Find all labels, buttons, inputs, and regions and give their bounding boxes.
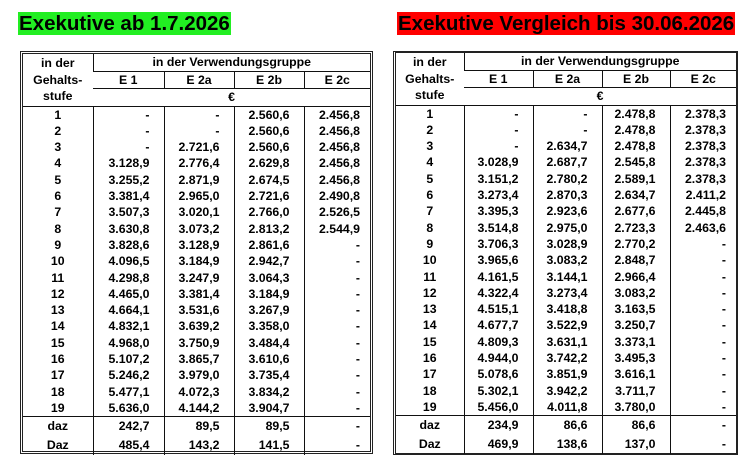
value-cell-e2b: 2.723,3 (602, 220, 670, 236)
value-cell-e2a: 3.184,9 (164, 253, 234, 269)
value-cell-e2b: 2.674,5 (234, 172, 304, 188)
value-cell-e2b: 3.250,7 (602, 317, 670, 333)
value-cell-e2b: 2.770,2 (602, 236, 670, 252)
value-cell-e1: 3.151,2 (464, 171, 533, 187)
value-cell-e2b: 2.478,8 (602, 138, 670, 154)
stufe-cell: 5 (426, 171, 434, 186)
stufe-cell: 16 (50, 352, 65, 367)
stufe-cell: 2 (54, 123, 62, 138)
table-row (396, 285, 736, 301)
allowance-cell-e2b: 86,6 (602, 416, 670, 436)
stufe-cell: 8 (54, 221, 62, 236)
allowance-cell-e1: 234,9 (464, 416, 533, 436)
right-title: Exekutive Vergleich bis 30.06.2026 (398, 12, 735, 35)
salary-table-comparison (393, 51, 738, 455)
value-cell-e2c: 2.456,8 (304, 123, 370, 139)
stufe-header-line: Gehalts- (33, 72, 83, 87)
value-cell-e2a: 3.865,7 (164, 351, 234, 367)
value-cell-e1: 3.514,8 (464, 220, 533, 236)
value-cell-e2c: 2.411,2 (670, 187, 736, 203)
allowance-row (23, 417, 370, 437)
table-row (23, 204, 370, 220)
column-header: E 2c (670, 71, 736, 88)
table-row (396, 187, 736, 203)
table-row (23, 188, 370, 204)
stufe-cell: 14 (422, 318, 437, 333)
table-row (396, 269, 736, 285)
table-row (23, 253, 370, 269)
value-cell-e1: 5.477,1 (93, 384, 164, 400)
value-cell-e2a: 3.979,0 (164, 367, 234, 383)
value-cell-e2c: - (670, 285, 736, 301)
value-cell-e2a: 3.531,6 (164, 302, 234, 318)
value-cell-e1: 3.630,8 (93, 221, 164, 237)
allowance-row (23, 436, 370, 455)
table-row (23, 351, 370, 367)
value-cell-e2c: - (670, 334, 736, 350)
group-header: in der Verwendungsgruppe (93, 54, 370, 72)
stufe-cell: 12 (422, 285, 437, 300)
salary-table-comparison-grid (396, 53, 736, 454)
value-cell-e2a: 3.750,9 (164, 335, 234, 351)
table-row (23, 302, 370, 318)
table-row (23, 139, 370, 155)
stufe-cell: 6 (54, 189, 62, 204)
value-cell-e1: 4.096,5 (93, 253, 164, 269)
value-cell-e2c: 2.378,3 (670, 105, 736, 122)
stufe-cell: 4 (426, 155, 434, 170)
table-row (396, 105, 736, 122)
value-cell-e2b: 3.904,7 (234, 400, 304, 417)
unit-header: € (93, 89, 370, 106)
stufe-cell: 1 (426, 106, 434, 121)
stufe-cell: 1 (54, 107, 62, 122)
allowance-cell-e2b: 137,0 (602, 435, 670, 454)
value-cell-e2b: 2.677,6 (602, 203, 670, 219)
table-row (396, 236, 736, 252)
allowance-cell-e1: 242,7 (93, 417, 164, 437)
value-cell-e2c: - (670, 252, 736, 268)
value-cell-e2c: 2.456,8 (304, 155, 370, 171)
value-cell-e2b: 3.064,3 (234, 270, 304, 286)
value-cell-e2c: - (304, 351, 370, 367)
value-cell-e2c: 2.463,6 (670, 220, 736, 236)
allowance-cell-e2a: 89,5 (164, 417, 234, 437)
value-cell-e2a: 3.083,2 (533, 252, 602, 268)
column-header: E 2a (533, 71, 602, 88)
unit-header: € (464, 88, 736, 105)
value-cell-e1: 3.706,3 (464, 236, 533, 252)
value-cell-e2b: 2.813,2 (234, 221, 304, 237)
allowance-cell-e2b: 141,5 (234, 436, 304, 455)
table-row (396, 301, 736, 317)
value-cell-e2b: 2.766,0 (234, 204, 304, 220)
value-cell-e2c: - (670, 350, 736, 366)
value-cell-e2a: 3.742,2 (533, 350, 602, 366)
stufe-cell: 18 (50, 384, 65, 399)
value-cell-e1: - (464, 122, 533, 138)
value-cell-e2b: 2.629,8 (234, 155, 304, 171)
value-cell-e2b: 3.495,3 (602, 350, 670, 366)
value-cell-e1: - (93, 106, 164, 123)
value-cell-e2b: 2.861,6 (234, 237, 304, 253)
table-row (396, 203, 736, 219)
value-cell-e1: 5.246,2 (93, 367, 164, 383)
table-row (396, 399, 736, 416)
value-cell-e2b: 3.373,1 (602, 334, 670, 350)
value-cell-e2c: 2.456,8 (304, 172, 370, 188)
value-cell-e1: 3.128,9 (93, 155, 164, 171)
value-cell-e1: 3.965,6 (464, 252, 533, 268)
stufe-cell: 7 (426, 204, 434, 219)
stufe-cell: 16 (422, 351, 437, 366)
allowance-cell-e1: 485,4 (93, 436, 164, 455)
value-cell-e1: 4.832,1 (93, 318, 164, 334)
value-cell-e2b: 3.610,6 (234, 351, 304, 367)
value-cell-e2b: 2.560,6 (234, 123, 304, 139)
stufe-cell: 4 (54, 156, 62, 171)
stufe-header-line: stufe (415, 88, 445, 102)
value-cell-e2a: 3.418,8 (533, 301, 602, 317)
value-cell-e2c: - (304, 270, 370, 286)
value-cell-e2b: 2.721,6 (234, 188, 304, 204)
stufe-header (23, 54, 93, 106)
allowance-cell-e2a: 138,6 (533, 435, 602, 454)
table-row (396, 138, 736, 154)
value-cell-e2b: 3.083,2 (602, 285, 670, 301)
value-cell-e2c: - (304, 318, 370, 334)
stufe-header (396, 53, 464, 105)
table-row (23, 367, 370, 383)
table-row (396, 154, 736, 170)
value-cell-e1: 4.968,0 (93, 335, 164, 351)
table-row (396, 383, 736, 399)
value-cell-e2c: - (670, 383, 736, 399)
value-cell-e1: - (464, 105, 533, 122)
value-cell-e1: - (93, 123, 164, 139)
stufe-cell: 17 (422, 367, 437, 382)
allowance-label: Daz (418, 437, 441, 452)
value-cell-e2b: 3.834,2 (234, 384, 304, 400)
table-row (396, 252, 736, 268)
value-cell-e2b: 3.358,0 (234, 318, 304, 334)
stufe-header-line: stufe (43, 89, 73, 103)
allowance-label: daz (23, 417, 93, 437)
value-cell-e2c: 2.378,3 (670, 154, 736, 170)
stufe-cell: 6 (426, 188, 434, 203)
table-row (23, 106, 370, 123)
value-cell-e2c: 2.544,9 (304, 221, 370, 237)
value-cell-e1: 5.078,6 (464, 366, 533, 382)
value-cell-e1: 3.507,3 (93, 204, 164, 220)
stufe-cell: 18 (422, 383, 437, 398)
value-cell-e2c: - (304, 286, 370, 302)
value-cell-e2a: 3.639,2 (164, 318, 234, 334)
stufe-cell: 19 (422, 399, 437, 414)
value-cell-e2c: - (304, 302, 370, 318)
value-cell-e2a: 3.247,9 (164, 270, 234, 286)
value-cell-e2a: 4.072,3 (164, 384, 234, 400)
stufe-cell: 15 (50, 335, 65, 350)
stufe-cell: 19 (50, 400, 65, 415)
stufe-cell: 13 (422, 302, 437, 317)
value-cell-e1: 4.322,4 (464, 285, 533, 301)
value-cell-e2a: 3.381,4 (164, 286, 234, 302)
value-cell-e2c: 2.378,3 (670, 122, 736, 138)
stufe-header-line: in der (41, 56, 75, 70)
value-cell-e1: 5.302,1 (464, 383, 533, 399)
value-cell-e2b: 2.848,7 (602, 252, 670, 268)
value-cell-e1: - (93, 139, 164, 155)
value-cell-e1: 4.465,0 (93, 286, 164, 302)
stufe-cell: 3 (54, 140, 62, 155)
value-cell-e2a: 4.144,2 (164, 400, 234, 417)
value-cell-e2b: 2.589,1 (602, 171, 670, 187)
value-cell-e2a: - (533, 105, 602, 122)
value-cell-e2c: - (304, 237, 370, 253)
value-cell-e2b: 2.545,8 (602, 154, 670, 170)
value-cell-e1: 3.828,6 (93, 237, 164, 253)
value-cell-e2c: - (304, 367, 370, 383)
allowance-cell-e2a: 143,2 (164, 436, 234, 455)
value-cell-e2a: 2.923,6 (533, 203, 602, 219)
left-title: Exekutive ab 1.7.2026 (19, 12, 230, 35)
value-cell-e2c: 2.378,3 (670, 138, 736, 154)
value-cell-e2b: 2.560,6 (234, 139, 304, 155)
value-cell-e2b: 2.478,8 (602, 122, 670, 138)
value-cell-e2c: 2.490,8 (304, 188, 370, 204)
stufe-cell: 9 (426, 236, 434, 251)
table-row (23, 123, 370, 139)
value-cell-e1: 3.255,2 (93, 172, 164, 188)
stufe-cell: 2 (426, 122, 434, 137)
value-cell-e2c: - (670, 269, 736, 285)
value-cell-e2b: 3.484,4 (234, 335, 304, 351)
value-cell-e1: 4.515,1 (464, 301, 533, 317)
table-row (396, 220, 736, 236)
stufe-cell: 10 (422, 253, 437, 268)
value-cell-e2c: 2.445,8 (670, 203, 736, 219)
table-row (23, 400, 370, 417)
column-header: E 2b (234, 72, 304, 89)
column-header: E 1 (93, 72, 164, 89)
column-header: E 2a (164, 72, 234, 89)
value-cell-e2a: 3.942,2 (533, 383, 602, 399)
stufe-cell: 17 (50, 368, 65, 383)
value-cell-e2c: - (304, 253, 370, 269)
value-cell-e2c: - (670, 317, 736, 333)
value-cell-e2c: - (670, 399, 736, 416)
value-cell-e2c: - (670, 301, 736, 317)
allowance-cell-e2c: - (670, 416, 736, 436)
value-cell-e2a: 3.073,2 (164, 221, 234, 237)
value-cell-e1: 4.161,5 (464, 269, 533, 285)
salary-table-new-grid (23, 54, 370, 455)
value-cell-e2c: 2.456,8 (304, 139, 370, 155)
stufe-cell: 15 (422, 334, 437, 349)
value-cell-e1: 4.664,1 (93, 302, 164, 318)
value-cell-e1: 4.944,0 (464, 350, 533, 366)
value-cell-e2a: 2.871,9 (164, 172, 234, 188)
allowance-cell-e2a: 86,6 (533, 416, 602, 436)
stufe-cell: 13 (50, 303, 65, 318)
value-cell-e1: 4.677,7 (464, 317, 533, 333)
value-cell-e2b: 2.634,7 (602, 187, 670, 203)
group-header: in der Verwendungsgruppe (464, 53, 736, 71)
value-cell-e2b: 3.616,1 (602, 366, 670, 382)
value-cell-e2a: 2.780,2 (533, 171, 602, 187)
table-row (396, 366, 736, 382)
allowance-row (396, 416, 736, 436)
value-cell-e2c: - (670, 236, 736, 252)
table-row (396, 171, 736, 187)
value-cell-e2a: 2.634,7 (533, 138, 602, 154)
value-cell-e2c: - (670, 366, 736, 382)
stufe-cell: 11 (51, 270, 65, 285)
stufe-header-line: Gehalts- (405, 71, 455, 86)
value-cell-e2c: - (304, 400, 370, 417)
value-cell-e2c: - (304, 384, 370, 400)
table-row (396, 350, 736, 366)
value-cell-e2a: 3.522,9 (533, 317, 602, 333)
allowance-row (396, 435, 736, 454)
value-cell-e2b: 3.267,9 (234, 302, 304, 318)
allowance-label: Daz (46, 438, 69, 453)
stufe-cell: 9 (54, 237, 62, 252)
allowance-label: daz (396, 416, 464, 436)
table-row (23, 286, 370, 302)
value-cell-e2a: 2.975,0 (533, 220, 602, 236)
value-cell-e2b: 2.942,7 (234, 253, 304, 269)
value-cell-e2a: 3.144,1 (533, 269, 602, 285)
value-cell-e2a: 4.011,8 (533, 399, 602, 416)
stufe-cell: 5 (54, 172, 62, 187)
value-cell-e1: 3.395,3 (464, 203, 533, 219)
value-cell-e2b: 3.711,7 (602, 383, 670, 399)
value-cell-e1: 3.028,9 (464, 154, 533, 170)
table-row (396, 334, 736, 350)
stufe-cell: 10 (50, 254, 65, 269)
stufe-cell: 8 (426, 220, 434, 235)
value-cell-e1: 3.273,4 (464, 187, 533, 203)
table-row (23, 335, 370, 351)
value-cell-e1: 5.107,2 (93, 351, 164, 367)
value-cell-e1: - (464, 138, 533, 154)
value-cell-e2b: 3.735,4 (234, 367, 304, 383)
value-cell-e2c: - (304, 335, 370, 351)
value-cell-e2a: 2.870,3 (533, 187, 602, 203)
value-cell-e2a: 3.851,9 (533, 366, 602, 382)
value-cell-e2a: - (164, 123, 234, 139)
value-cell-e2a: 3.028,9 (533, 236, 602, 252)
table-row (23, 318, 370, 334)
table-row (23, 172, 370, 188)
allowance-cell-e1: 469,9 (464, 435, 533, 454)
value-cell-e1: 5.636,0 (93, 400, 164, 417)
value-cell-e2a: 3.631,1 (533, 334, 602, 350)
stufe-cell: 11 (423, 269, 437, 284)
value-cell-e2a: - (533, 122, 602, 138)
allowance-cell-e2c: - (304, 436, 370, 455)
column-header: E 2c (304, 72, 370, 89)
value-cell-e2c: 2.526,5 (304, 204, 370, 220)
salary-table-new (20, 51, 373, 454)
value-cell-e2b: 2.560,6 (234, 106, 304, 123)
column-header: E 1 (464, 71, 533, 88)
value-cell-e2b: 2.478,8 (602, 105, 670, 122)
value-cell-e2a: 2.965,0 (164, 188, 234, 204)
stufe-cell: 7 (54, 205, 62, 220)
value-cell-e2a: 2.687,7 (533, 154, 602, 170)
table-row (396, 317, 736, 333)
column-header: E 2b (602, 71, 670, 88)
value-cell-e2a: - (164, 106, 234, 123)
value-cell-e2c: 2.456,8 (304, 106, 370, 123)
stufe-cell: 12 (50, 286, 65, 301)
stufe-header-line: in der (413, 55, 447, 69)
value-cell-e2c: 2.378,3 (670, 171, 736, 187)
table-row (23, 237, 370, 253)
table-row (23, 384, 370, 400)
value-cell-e2a: 3.020,1 (164, 204, 234, 220)
table-row (396, 122, 736, 138)
table-row (23, 221, 370, 237)
value-cell-e1: 3.381,4 (93, 188, 164, 204)
stufe-cell: 3 (426, 139, 434, 154)
value-cell-e1: 4.298,8 (93, 270, 164, 286)
value-cell-e2a: 2.721,6 (164, 139, 234, 155)
value-cell-e2b: 2.966,4 (602, 269, 670, 285)
stufe-cell: 14 (50, 319, 65, 334)
allowance-cell-e2b: 89,5 (234, 417, 304, 437)
value-cell-e2b: 3.163,5 (602, 301, 670, 317)
allowance-cell-e2c: - (304, 417, 370, 437)
value-cell-e2a: 3.128,9 (164, 237, 234, 253)
value-cell-e2a: 2.776,4 (164, 155, 234, 171)
value-cell-e2b: 3.780,0 (602, 399, 670, 416)
allowance-cell-e2c: - (670, 435, 736, 454)
table-row (23, 155, 370, 171)
value-cell-e1: 4.809,3 (464, 334, 533, 350)
value-cell-e2a: 3.273,4 (533, 285, 602, 301)
value-cell-e1: 5.456,0 (464, 399, 533, 416)
value-cell-e2b: 3.184,9 (234, 286, 304, 302)
table-row (23, 270, 370, 286)
